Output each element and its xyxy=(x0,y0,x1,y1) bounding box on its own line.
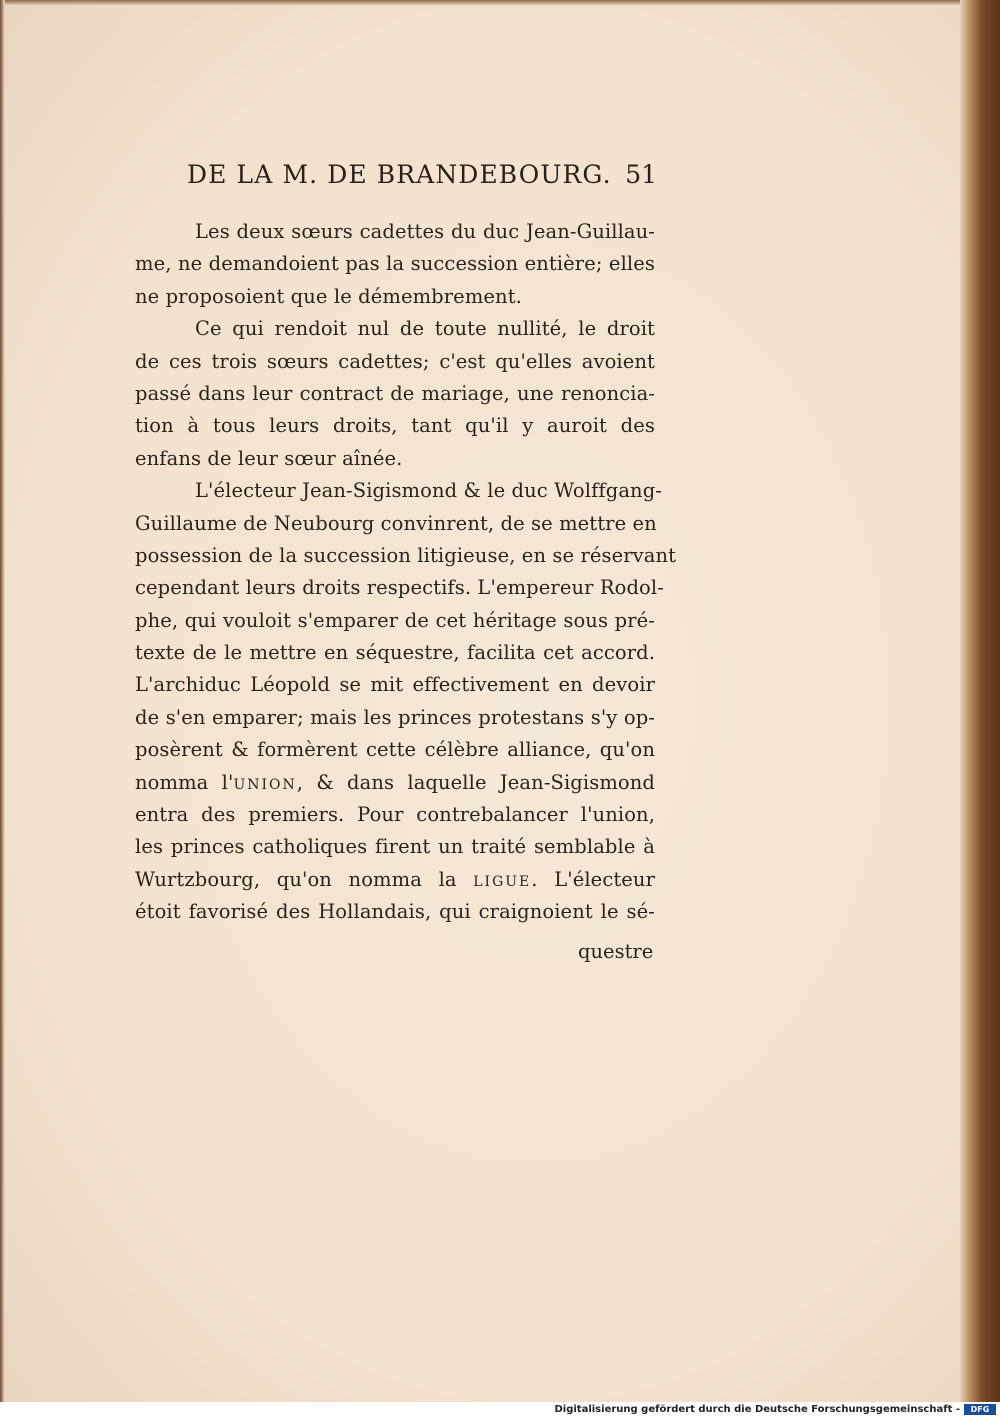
text-line: cependant leurs droits respectifs. L'empereur Rodol- xyxy=(135,576,664,600)
text-line: L'électeur Jean-Sigismond & le duc Wolffgang- xyxy=(195,479,662,503)
text-line: étoit favorisé des Hollandais, qui craignoient le sé- xyxy=(135,900,655,924)
dfg-logo-icon: DFG xyxy=(964,1404,996,1415)
catchword: questre xyxy=(578,940,654,963)
book-binding-edge xyxy=(960,0,1000,1402)
page-number: 51 xyxy=(625,160,657,189)
text-line: ne proposoient que le démembrement. xyxy=(135,284,522,308)
text-line: Ce qui rendoit nul de toute nullité, le droit xyxy=(195,317,655,341)
text-line: posèrent & formèrent cette célèbre alliance, qu'on xyxy=(135,738,655,762)
text-line: Wurtzbourg, qu'on nomma la LIGUE. L'électeur xyxy=(135,867,655,891)
text-line: possession de la succession litigieuse, en se réservant xyxy=(135,543,677,567)
text-line: passé dans leur contract de mariage, une renoncia- xyxy=(135,381,655,405)
text-line: de ces trois sœurs cadettes; c'est qu'elles avoient xyxy=(135,349,655,373)
text-line: entra des premiers. Pour contrebalancer l'union, xyxy=(135,803,655,827)
text-line: enfans de leur sœur aînée. xyxy=(135,446,403,470)
text-line: les princes catholiques firent un traité semblable à xyxy=(135,835,655,859)
page-left-edge xyxy=(0,0,5,1402)
text-line: de s'en emparer; mais les princes protestans s'y op- xyxy=(135,705,655,729)
text-line: me, ne demandoient pas la succession entière; elles xyxy=(135,252,655,276)
text-line: phe, qui vouloit s'emparer de cet héritage sous pré- xyxy=(135,608,655,632)
text-line: L'archiduc Léopold se mit effectivement en devoir xyxy=(135,673,655,697)
funding-credit: Digitalisierung gefördert durch die Deutsche Forschungsgemeinschaft - xyxy=(554,1404,960,1415)
text-line: texte de le mettre en séquestre, facilita cet accord. xyxy=(135,641,655,665)
digitization-footer xyxy=(0,1402,1000,1417)
body-text xyxy=(135,216,677,929)
text-line: nomma l'UNION, & dans laquelle Jean-Sigismond xyxy=(135,770,655,794)
text-line: Guillaume de Neubourg convinrent, de se mettre en xyxy=(135,511,657,535)
page-header xyxy=(187,160,657,200)
page-top-edge xyxy=(0,0,972,6)
text-line: Les deux sœurs cadettes du duc Jean-Guillau- xyxy=(195,220,655,243)
running-head: DE LA M. DE BRANDEBOURG. xyxy=(187,160,612,189)
text-line: tion à tous leurs droits, tant qu'il y auroit des xyxy=(135,414,655,438)
